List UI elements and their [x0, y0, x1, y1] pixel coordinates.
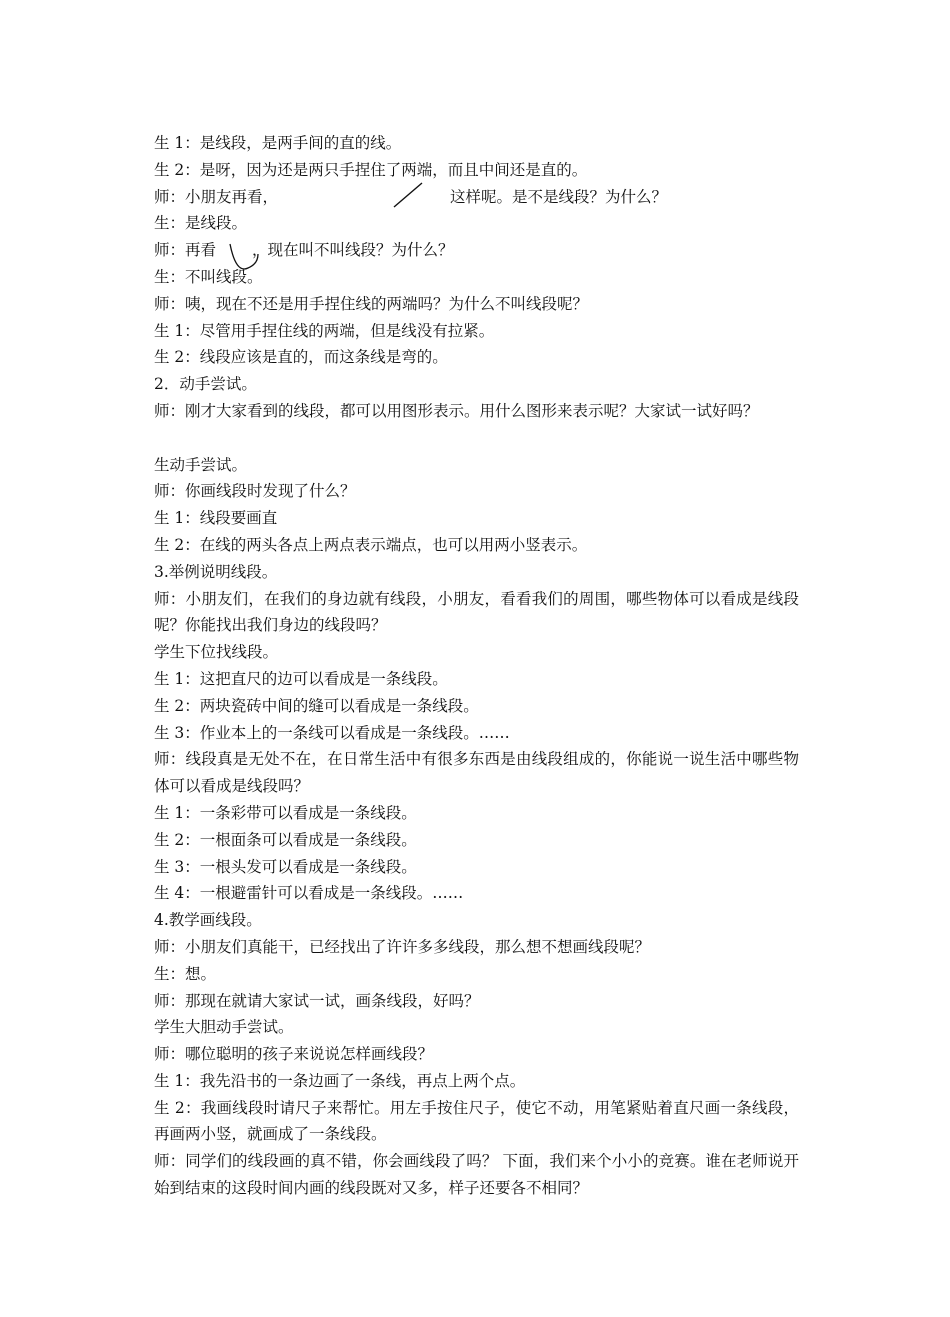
text-line: 生 3：一根头发可以看成是一条线段。 — [154, 857, 417, 876]
text-line: 生 2：一根面条可以看成是一条线段。 — [154, 830, 417, 849]
text-line: 生 1：是线段，是两手间的直的线。 — [154, 134, 402, 152]
text-line: 师：刚才大家看到的线段，都可以用图形表示。用什么图形来表示呢？大家试一试好吗？ — [154, 401, 759, 420]
text-line: 师：同学们的线段画的真不错，你会画线段了吗？ 下面，我们来个小小的竞赛。谁在老师说开始到结束的这段时间内画的线段既对又多，样子还要各不相同？ — [154, 1152, 799, 1198]
text-line: 师：线段真是无处不在，在日常生活中有很多东西是由线段组成的，你能说一说生活中哪些物体可以看成是线段吗？ — [154, 750, 799, 796]
text-line: 生：不叫线段。 — [154, 267, 263, 286]
straight-line-icon — [390, 177, 450, 217]
text-segment: ，现在叫不叫线段？为什么？ — [252, 241, 454, 260]
text-segment: 师：小朋友再看， — [154, 187, 279, 206]
text-segment: 师：再看 — [154, 241, 217, 260]
text-line: 生 1：我先沿书的一条边画了一条线，再点上两个点。 — [154, 1071, 526, 1090]
section-heading: 4.教学画线段。 — [154, 911, 262, 930]
curved-line-icon — [226, 240, 266, 280]
text-line: 生 2：我画线段时请尺子来帮忙。用左手按住尺子，使它不动，用笔紧贴着直尺画一条线段，再画两小竖，就画成了一条线段。 — [154, 1098, 799, 1144]
text-line: 学生大胆动手尝试。 — [154, 1018, 294, 1037]
text-line: 生 2：在线的两头各点上两点表示端点，也可以用两小竖表示。 — [154, 535, 588, 554]
text-line: 生 2：线段应该是直的，而这条线是弯的。 — [154, 348, 448, 367]
curved-line-figure — [216, 238, 252, 264]
straight-line-figure — [278, 185, 450, 211]
text-segment: 这样呢。是不是线段？为什么？ — [450, 187, 668, 206]
text-line: 师：咦，现在不还是用手捏住线的两端吗？为什么不叫线段呢？ — [154, 294, 589, 313]
text-line — [154, 237, 799, 264]
text-line — [154, 184, 799, 211]
section-heading: 2．动手尝试。 — [154, 375, 257, 394]
text-line: 生 1：一条彩带可以看成是一条线段。 — [154, 803, 417, 822]
text-line: 生动手尝试。 — [154, 455, 248, 474]
section-heading: 3.举例说明线段。 — [154, 562, 278, 581]
document-body — [154, 130, 799, 1202]
text-line: 生 1：尽管用手捏住线的两端，但是线没有拉紧。 — [154, 321, 495, 340]
text-line: 生 1：这把直尺的边可以看成是一条线段。 — [154, 669, 448, 688]
text-line: 生 2：是呀，因为还是两只手捏住了两端，而且中间还是直的。 — [154, 160, 588, 179]
text-line: 生 4：一根避雷针可以看成是一条线段。…… — [154, 884, 464, 903]
text-line: 生 2：两块瓷砖中间的缝可以看成是一条线段。 — [154, 696, 479, 715]
text-line: 师：哪位聪明的孩子来说说怎样画线段？ — [154, 1045, 434, 1064]
text-line: 生：想。 — [154, 964, 217, 983]
text-line: 生 1：线段要画直 — [154, 509, 278, 528]
text-line: 师：那现在就请大家试一试，画条线段，好吗？ — [154, 991, 480, 1010]
text-line: 师：小朋友们真能干，已经找出了许许多多线段，那么想不想画线段呢？ — [154, 937, 651, 956]
text-line: 学生下位找线段。 — [154, 643, 279, 662]
text-line: 师：小朋友们，在我们的身边就有线段，小朋友，看看我们的周围，哪些物体可以看成是线段呢？你能找出我们身边的线段吗？ — [154, 589, 799, 635]
text-line: 生 3：作业本上的一条线可以看成是一条线段。…… — [154, 723, 510, 742]
text-line: 生：是线段。 — [154, 214, 248, 233]
text-line: 师：你画线段时发现了什么？ — [154, 482, 356, 501]
